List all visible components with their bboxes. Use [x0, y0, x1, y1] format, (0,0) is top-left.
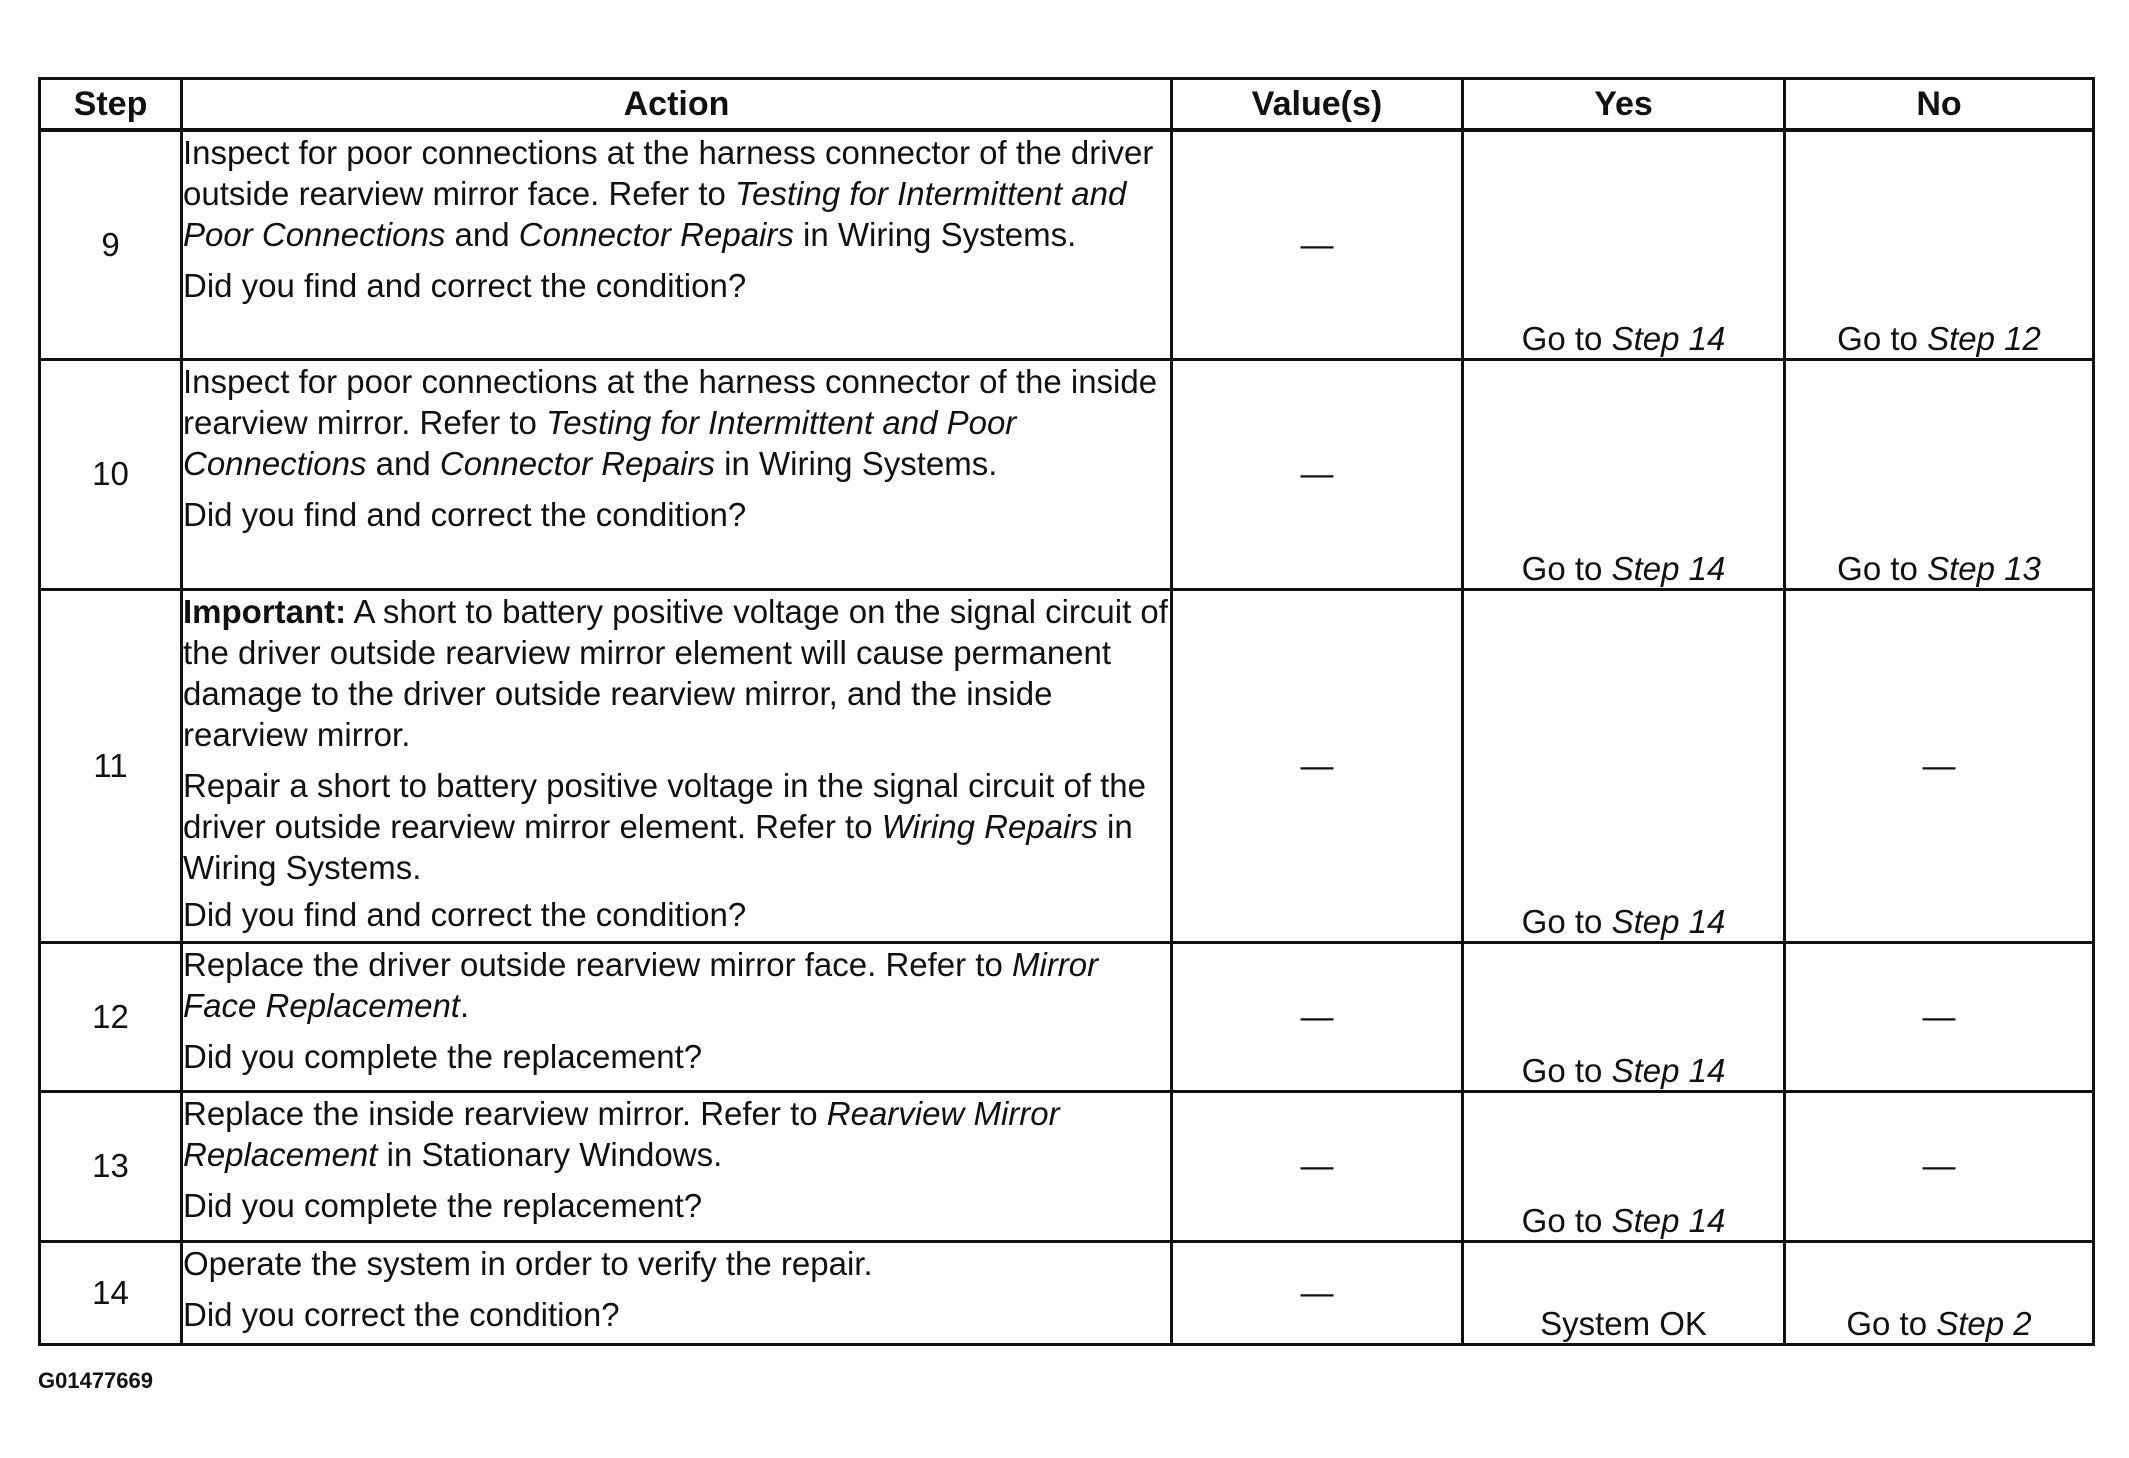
table-row [40, 130, 2094, 359]
table-row [40, 359, 2094, 589]
yes-cell: Go to Step 14 [1463, 130, 1785, 359]
action-text: Replace the driver outside rearview mirror face. Refer to Mirror Face Replacement. [183, 945, 1099, 1024]
step-number: 12 [40, 942, 182, 1091]
value-cell: — [1172, 942, 1463, 1091]
action-question: Did you complete the replacement? [183, 1037, 703, 1075]
action-question: Did you find and correct the condition? [183, 895, 747, 933]
step-reference: Step 14 [1611, 319, 1726, 357]
no-cell: Go to Step 2 [1785, 1241, 2094, 1344]
action-text: Repair a short to battery positive voltage in the signal circuit of the driver outside rearview mirror element. Refer to Wiring Repairs in Wiring Systems. [183, 766, 1147, 886]
action-text: Replace the inside rearview mirror. Refer to Rearview Mirror Replacement in Stationary Windows. [183, 1094, 1060, 1173]
header-yes: Yes [1463, 79, 1785, 131]
yes-cell: Go to Step 14 [1463, 942, 1785, 1091]
table-row [40, 1091, 2094, 1241]
value-cell: — [1172, 359, 1463, 589]
yes-cell: Go to Step 14 [1463, 359, 1785, 589]
table-row [40, 589, 2094, 942]
action-cell [182, 942, 1172, 1091]
action-question: Did you complete the replacement? [183, 1186, 703, 1224]
step-reference: Step 2 [1936, 1304, 2032, 1342]
action-question: Did you find and correct the condition? [183, 495, 747, 533]
no-cell: — [1785, 1091, 2094, 1241]
action-cell [182, 1091, 1172, 1241]
header-row [40, 79, 2094, 131]
step-number: 11 [40, 589, 182, 942]
no-cell: Go to Step 12 [1785, 130, 2094, 359]
no-cell: — [1785, 589, 2094, 942]
header-no: No [1785, 79, 2094, 131]
action-text: Operate the system in order to verify the repair. [183, 1244, 873, 1282]
step-reference: Step 14 [1611, 902, 1726, 940]
no-cell: — [1785, 942, 2094, 1091]
step-number: 14 [40, 1241, 182, 1344]
reference-link: Mirror Face Replacement [183, 945, 1099, 1024]
action-cell [182, 589, 1172, 942]
action-cell [182, 1241, 1172, 1344]
header-action: Action [182, 79, 1172, 131]
reference-link: Testing for Intermittent and Poor Connections [183, 175, 1127, 253]
header-values: Value(s) [1172, 79, 1463, 131]
yes-cell: Go to Step 14 [1463, 589, 1785, 942]
step-reference: Step 12 [1927, 319, 2041, 357]
step-reference: Step 14 [1611, 1201, 1726, 1239]
value-cell: — [1172, 1241, 1463, 1344]
no-cell: Go to Step 13 [1785, 359, 2094, 589]
step-reference: Step 13 [1927, 549, 2041, 587]
step-reference: Step 14 [1611, 1051, 1726, 1089]
step-reference: Step 14 [1611, 549, 1726, 587]
value-cell: — [1172, 589, 1463, 942]
step-number: 13 [40, 1091, 182, 1241]
reference-link: Testing for Intermittent and Poor Connections [183, 403, 1017, 482]
reference-link: Connector Repairs [439, 444, 715, 482]
step-number: 9 [40, 130, 182, 359]
header-step: Step [40, 79, 182, 131]
action-question: Did you find and correct the condition? [183, 267, 747, 304]
yes-cell: System OK [1463, 1241, 1785, 1344]
action-cell [182, 359, 1172, 589]
reference-link: Connector Repairs [518, 216, 794, 253]
step-number: 10 [40, 359, 182, 589]
table-row [40, 1241, 2094, 1344]
action-question: Did you correct the condition? [183, 1295, 620, 1333]
important-note: Important: A short to battery positive voltage on the signal circuit of the driver outside rearview mirror element will cause permanent damage to the driver outside rearview mirror, and the inside rearview mirror. [183, 592, 1168, 753]
yes-cell: Go to Step 14 [1463, 1091, 1785, 1241]
value-cell: — [1172, 1091, 1463, 1241]
reference-link: Rearview Mirror Replacement [183, 1094, 1060, 1173]
important-label: Important: [183, 592, 347, 630]
action-text: Inspect for poor connections at the harness connector of the driver outside rearview mirror face. Refer to Testing for Intermittent and Poor Connections and Connector Repairs in Wiring Systems. [183, 134, 1154, 253]
value-cell: — [1172, 130, 1463, 359]
reference-link: Wiring Repairs [881, 807, 1098, 845]
table-row [40, 942, 2094, 1091]
action-cell [182, 130, 1172, 359]
diagnostic-table [38, 77, 2095, 1346]
action-text: Inspect for poor connections at the harness connector of the inside rearview mirror. Refer to Testing for Intermittent and Poor Connections and Connector Repairs in Wiring Systems. [183, 362, 1158, 482]
figure-id: G01477669 [38, 1368, 153, 1393]
